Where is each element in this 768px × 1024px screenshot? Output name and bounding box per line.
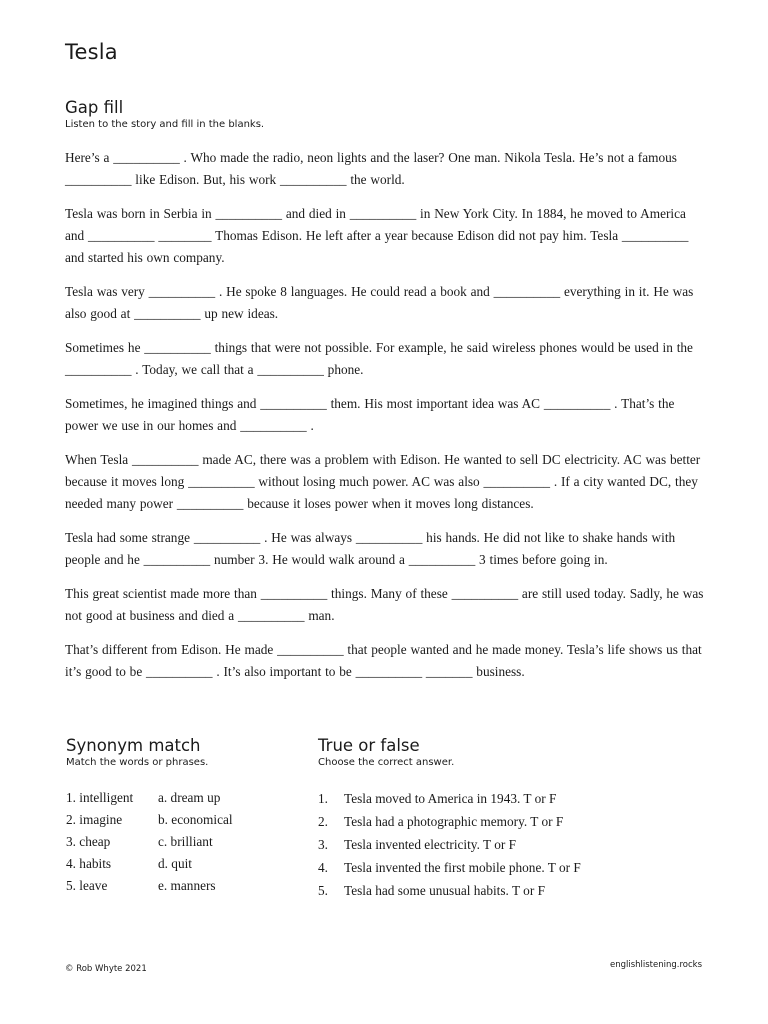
synonym-word: 1. intelligent: [66, 790, 134, 805]
gap-fill-paragraph: Sometimes he __________ things that were not possible. For example, he said wireless phones would be used in the __________ . Today, we call that a __________ phone.: [65, 340, 693, 377]
true-false-item: [318, 810, 581, 833]
statement-text: Tesla moved to America in 1943. T or F: [344, 791, 557, 806]
synonym-option: b. economical: [158, 812, 233, 827]
gap-fill-heading: Gap fill: [65, 98, 124, 117]
synonym-row: [66, 787, 278, 809]
synonym-match-list: [66, 787, 278, 897]
synonym-row: [66, 831, 278, 853]
item-number: 5.: [318, 883, 328, 898]
true-false-item: [318, 787, 581, 810]
gap-fill-paragraph: Tesla was born in Serbia in __________ and died in __________ in New York City. In 1884, he moved to America and __________ ________ Thomas Edison. He left after a year because Edison did not pay him. Tesla __________ and started his own company.: [65, 206, 689, 265]
true-false-item: [318, 879, 581, 902]
gap-fill-instruction: Listen to the story and fill in the blanks.: [65, 119, 265, 131]
item-number: 1.: [318, 791, 328, 806]
site-link[interactable]: englishlistening.rocks: [609, 960, 702, 970]
true-false-header: [318, 737, 718, 769]
synonym-option: a. dream up: [158, 790, 221, 805]
true-false-heading: True or false: [318, 736, 420, 755]
gap-fill-paragraph: Tesla was very __________ . He spoke 8 languages. He could read a book and __________ everything in it. He was also good at __________ up new ideas.: [65, 284, 694, 321]
statement-text: Tesla invented electricity. T or F: [344, 837, 517, 852]
synonym-option: c. brilliant: [158, 834, 213, 849]
true-false-item: [318, 856, 581, 879]
item-number: 2.: [318, 814, 328, 829]
page-title: Tesla: [65, 40, 118, 64]
synonym-row: [66, 809, 278, 831]
item-number: 4.: [318, 860, 328, 875]
synonym-match-header: [66, 737, 296, 769]
statement-text: Tesla had some unusual habits. T or F: [344, 883, 545, 898]
synonym-match-heading: Synonym match: [66, 736, 201, 755]
gap-fill-paragraph: This great scientist made more than __________ things. Many of these __________ are still used today. Sadly, he was not good at business and died a __________ man.: [65, 586, 704, 623]
gap-fill-paragraph: That’s different from Edison. He made __________ that people wanted and he made money. Tesla’s life shows us that it’s good to be __________ . It’s also important to be __________ _______ business.: [65, 642, 702, 679]
synonym-word: 2. imagine: [66, 812, 123, 827]
true-false-list: [318, 787, 581, 902]
statement-text: Tesla had a photographic memory. T or F: [344, 814, 564, 829]
gap-fill-text: [65, 147, 705, 695]
synonym-match-instruction: Match the words or phrases.: [66, 757, 209, 769]
gap-fill-paragraph: Tesla had some strange __________ . He was always __________ his hands. He did not like to shake hands with people and he __________ number 3. He would walk around a __________ 3 times before going in.: [65, 530, 676, 567]
copyright-text: © Rob Whyte 2021: [65, 964, 147, 974]
true-false-item: [318, 833, 581, 856]
statement-text: Tesla invented the first mobile phone. T or F: [344, 860, 581, 875]
gap-fill-header: [65, 99, 705, 131]
synonym-option: e. manners: [158, 878, 216, 893]
true-false-instruction: Choose the correct answer.: [318, 757, 455, 769]
synonym-word: 5. leave: [66, 878, 108, 893]
synonym-row: [66, 875, 278, 897]
synonym-word: 3. cheap: [66, 834, 111, 849]
gap-fill-paragraph: Sometimes, he imagined things and __________ them. His most important idea was AC __________ . That’s the power we use in our homes and __________ .: [65, 396, 675, 433]
synonym-row: [66, 853, 278, 875]
synonym-option: d. quit: [158, 856, 192, 871]
item-number: 3.: [318, 837, 328, 852]
gap-fill-paragraph: When Tesla __________ made AC, there was a problem with Edison. He wanted to sell DC electricity. AC was better because it moves long __________ without losing much power. AC was also __________ . If a city wanted DC, they needed many power __________ because it loses power when it moves long distances.: [65, 452, 701, 511]
synonym-word: 4. habits: [66, 856, 112, 871]
gap-fill-paragraph: Here’s a __________ . Who made the radio, neon lights and the laser? One man. Nikola Tesla. He’s not a famous __________ like Edison. But, his work __________ the world.: [65, 150, 677, 187]
